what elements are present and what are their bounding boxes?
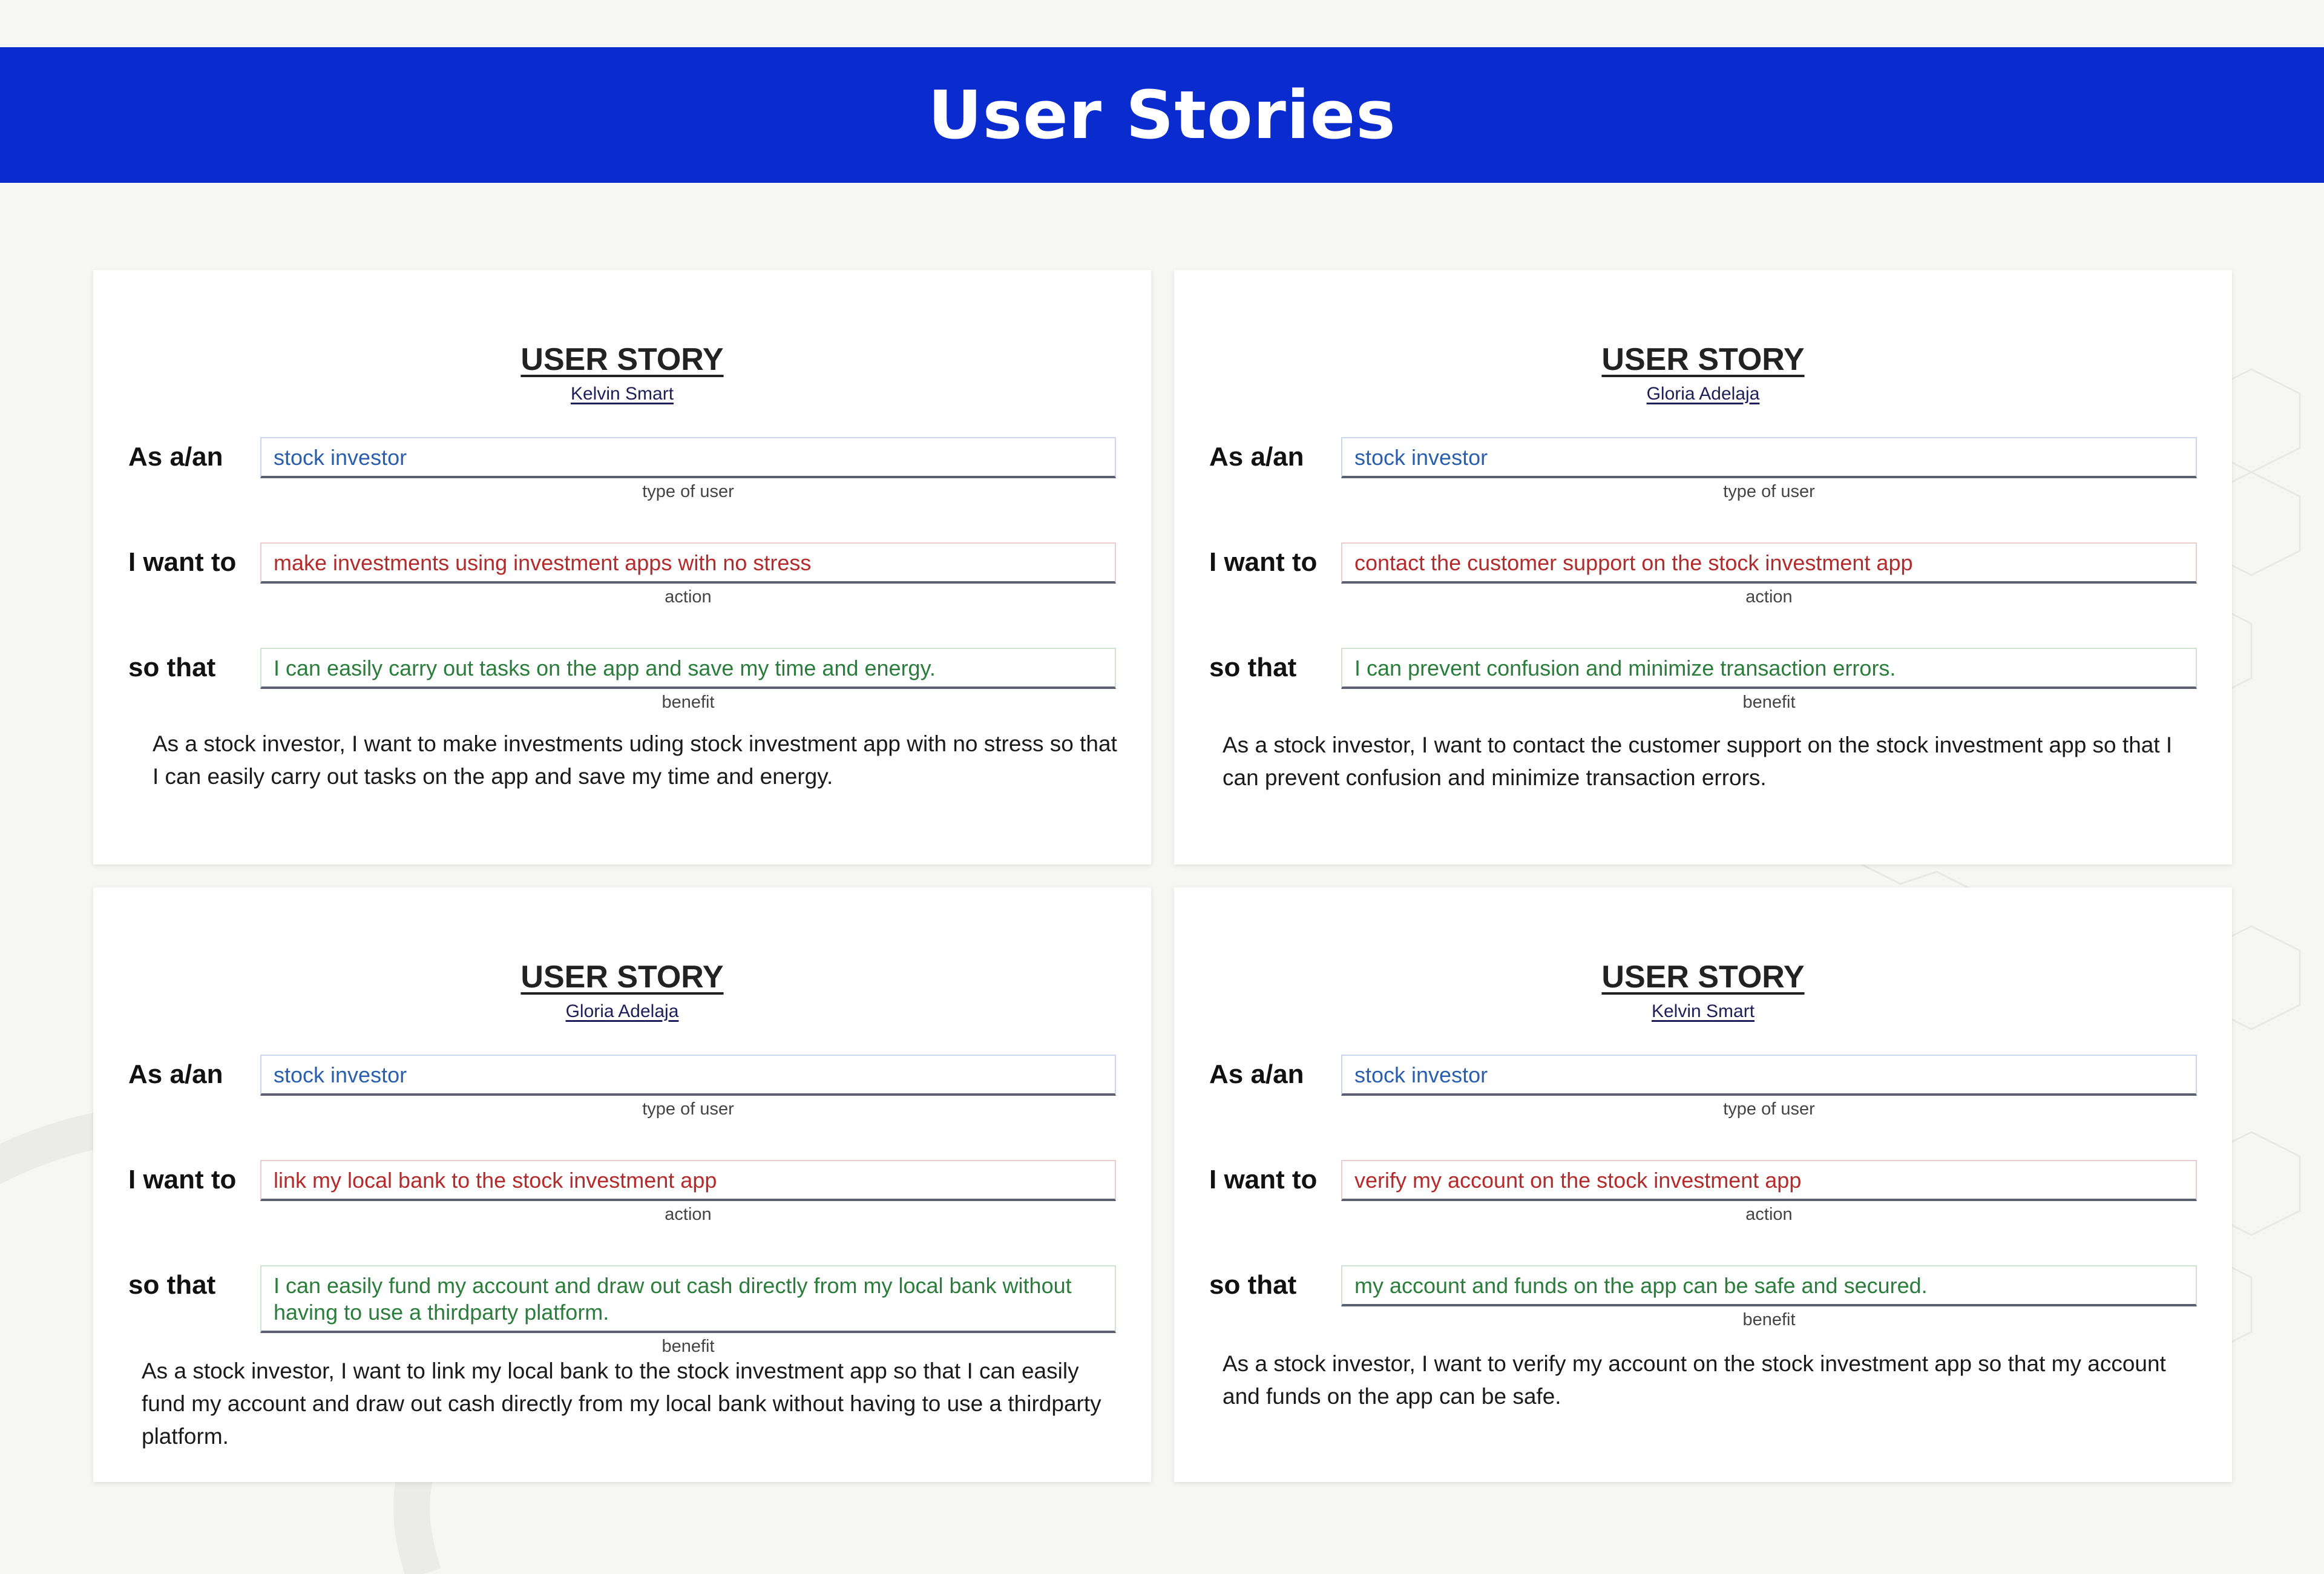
user-type-field[interactable]: stock investor: [1341, 437, 2197, 478]
user-type-caption: type of user: [1723, 482, 1815, 501]
user-story-card: [1174, 887, 2232, 1482]
benefit-caption: benefit: [661, 693, 715, 712]
header-banner: [0, 47, 2324, 183]
want-label: I want to: [1209, 547, 1318, 577]
user-story-card: [93, 270, 1151, 864]
want-label: I want to: [1209, 1165, 1318, 1194]
action-field[interactable]: link my local bank to the stock investment app: [260, 1160, 1116, 1201]
action-field[interactable]: make investments using investment apps with no stress: [260, 542, 1116, 584]
story-summary: As a stock investor, I want to contact the customer support on the stock investment app so that I can prevent confusion and minimize transaction errors.: [1223, 733, 2173, 790]
as-label: As a/an: [128, 442, 223, 472]
card-title: USER STORY: [520, 342, 724, 377]
user-type-field[interactable]: stock investor: [1341, 1055, 2197, 1096]
card-author-link[interactable]: Kelvin Smart: [570, 384, 674, 404]
benefit-field[interactable]: I can easily carry out tasks on the app and save my time and energy.: [260, 648, 1116, 689]
action-field[interactable]: contact the customer support on the stock investment app: [1341, 542, 2197, 584]
user-story-card: [93, 887, 1151, 1482]
card-title: USER STORY: [1601, 342, 1805, 377]
as-label: As a/an: [1209, 442, 1304, 472]
card-title: USER STORY: [520, 960, 724, 995]
benefit-caption: benefit: [1742, 693, 1796, 712]
user-type-field[interactable]: stock investor: [260, 437, 1116, 478]
want-label: I want to: [128, 547, 237, 577]
action-caption: action: [1745, 587, 1793, 607]
benefit-caption: benefit: [661, 1337, 715, 1356]
action-field[interactable]: verify my account on the stock investment app: [1341, 1160, 2197, 1201]
card-author-link[interactable]: Kelvin Smart: [1651, 1001, 1755, 1021]
so-label: so that: [1209, 1270, 1297, 1300]
so-label: so that: [128, 1270, 216, 1300]
benefit-field[interactable]: I can prevent confusion and minimize transaction errors.: [1341, 648, 2197, 689]
so-label: so that: [128, 653, 216, 682]
story-summary: As a stock investor, I want to make investments uding stock investment app with no stress so that I can easily carry out tasks on the app and save my time and energy.: [153, 731, 1117, 789]
want-label: I want to: [128, 1165, 237, 1194]
action-caption: action: [665, 1205, 712, 1224]
benefit-field[interactable]: my account and funds on the app can be safe and secured.: [1341, 1265, 2197, 1306]
card-title: USER STORY: [1601, 960, 1805, 995]
action-caption: action: [1745, 1205, 1793, 1224]
user-story-card: [1174, 270, 2232, 864]
user-type-caption: type of user: [642, 482, 734, 501]
benefit-field[interactable]: I can easily fund my account and draw out cash directly from my local bank without having to use a thirdparty platform.: [260, 1265, 1116, 1333]
benefit-caption: benefit: [1742, 1310, 1796, 1329]
so-label: so that: [1209, 653, 1297, 682]
action-caption: action: [665, 587, 712, 607]
card-author-link[interactable]: Gloria Adelaja: [565, 1001, 679, 1021]
user-type-caption: type of user: [642, 1099, 734, 1119]
user-type-caption: type of user: [1723, 1099, 1815, 1119]
user-type-field[interactable]: stock investor: [260, 1055, 1116, 1096]
page-title: User Stories: [928, 76, 1396, 154]
card-author-link[interactable]: Gloria Adelaja: [1646, 384, 1760, 404]
as-label: As a/an: [128, 1059, 223, 1089]
story-summary: As a stock investor, I want to verify my account on the stock investment app so that my account and funds on the app can be safe.: [1223, 1351, 2166, 1409]
story-summary: As a stock investor, I want to link my local bank to the stock investment app so that I can easily fund my account and draw out cash directly from my local bank without having to use a thirdparty platform.: [142, 1358, 1101, 1449]
as-label: As a/an: [1209, 1059, 1304, 1089]
